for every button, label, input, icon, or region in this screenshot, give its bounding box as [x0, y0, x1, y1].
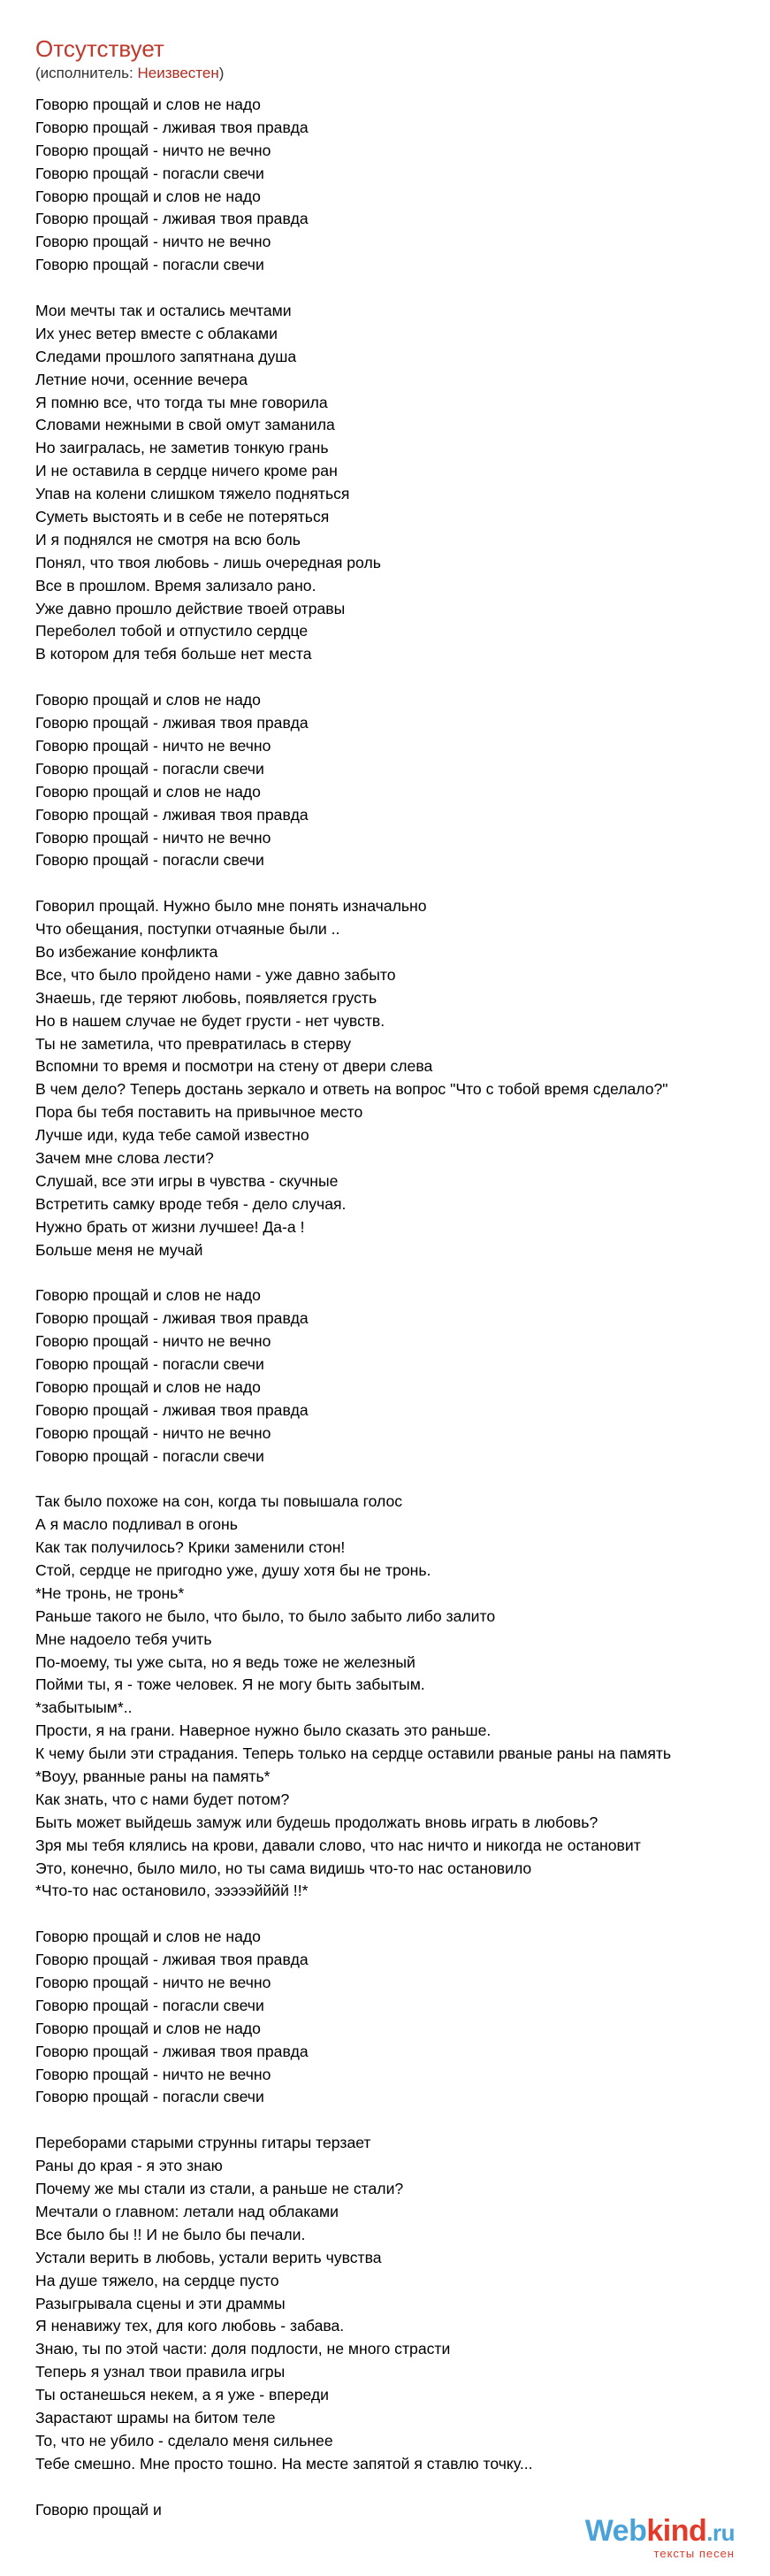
lyric-line: Знаю, ты по этой части: доля подлости, не много страсти	[35, 2340, 451, 2358]
lyric-line: Говорю прощай - лживая твоя правда	[35, 1400, 309, 1419]
lyric-line: Упав на колени слишком тяжело подняться	[35, 485, 350, 503]
lyric-line: Говорю прощай - ничто не вечно	[35, 828, 271, 847]
stanza-gap	[35, 872, 770, 895]
site-logo[interactable]	[585, 2515, 735, 2560]
lyric-line: Зарастают шрамы на битом теле	[35, 2408, 276, 2426]
artist-byline	[35, 64, 770, 83]
lyric-line: Разыгрывала сцены и эти драммы	[35, 2294, 286, 2312]
byline-suffix: )	[218, 65, 225, 81]
lyric-line: Лучше иди, куда тебе самой известно	[35, 1126, 309, 1145]
stanza-gap	[35, 1261, 770, 1284]
lyric-line: Я ненавижу тех, для кого любовь - забава.	[35, 2317, 345, 2335]
song-title: Отсутствует	[35, 35, 164, 62]
lyric-line: *Воуу, рванные раны на память*	[35, 1767, 271, 1786]
lyric-line: Мои мечты так и остались мечтами	[35, 302, 292, 320]
lyric-line: Следами прошлого запятнана душа	[35, 347, 297, 365]
lyric-line: Все, что было пройдено нами - уже давно забыто	[35, 965, 396, 984]
lyric-line: Говорю прощай - погасли свечи	[35, 759, 264, 778]
lyric-line: Говорю прощай - погасли свечи	[35, 1354, 264, 1373]
lyric-line: Переборами старыми струнны гитары терзает	[35, 2134, 371, 2152]
lyric-line: Говорю прощай - лживая твоя правда	[35, 1309, 309, 1328]
lyric-line: Говорю прощай - погасли свечи	[35, 2088, 264, 2106]
lyric-line: Говорю прощай - лживая твоя правда	[35, 2042, 309, 2060]
stanza-gap	[35, 277, 770, 300]
lyric-line: Устали верить в любовь, устали верить чувства	[35, 2248, 382, 2266]
lyric-line: *забытыым*..	[35, 1698, 133, 1717]
lyric-line: Говорю прощай - погасли свечи	[35, 256, 264, 274]
stanza-gap	[35, 2109, 770, 2132]
lyric-line: Говорю прощай и слов не надо	[35, 1928, 261, 1946]
lyric-line: Но в нашем случае не будет грусти - нет чувств.	[35, 1011, 385, 1030]
lyric-line: Пойми ты, я - тоже человек. Я не могу быть забытым.	[35, 1675, 425, 1694]
lyric-line: Стой, сердце не пригодно уже, душу хотя бы не тронь.	[35, 1561, 431, 1579]
lyric-line: Мечтали о главном: летали над облаками	[35, 2202, 339, 2220]
lyric-line: Зачем мне слова лести?	[35, 1148, 214, 1167]
lyric-line: Тебе смешно. Мне просто тошно. На месте запятой я ставлю точку...	[35, 2454, 533, 2472]
lyric-line: Мне надоело тебя учить	[35, 1629, 212, 1648]
lyric-line: Но заигралась, не заметив тонкую грань	[35, 439, 329, 457]
logo-wordmark	[585, 2515, 735, 2549]
lyric-line: Говорю прощай - погасли свечи	[35, 851, 264, 870]
lyric-line: По-моему, ты уже сыта, но я ведь тоже не железный	[35, 1652, 415, 1671]
lyric-line: Прости, я на грани. Наверное нужно было сказать это раньше.	[35, 1721, 492, 1740]
lyric-line: Понял, что твоя любовь - лишь очередная роль	[35, 553, 381, 571]
lyric-line: Говорю прощай и слов не надо	[35, 2019, 261, 2037]
logo-part-kind: kind	[646, 2514, 707, 2548]
lyric-line: Говорю прощай - ничто не вечно	[35, 1974, 271, 1992]
lyric-line: Говорю прощай и слов не надо	[35, 96, 261, 113]
lyric-line: Это, конечно, было мило, но ты сама видишь что-то нас остановило	[35, 1859, 532, 1877]
lyric-line: Словами нежными в свой омут заманила	[35, 416, 335, 434]
lyric-line: Слушай, все эти игры в чувства - скучные	[35, 1171, 339, 1190]
lyric-line: Говорю прощай - лживая твоя правда	[35, 714, 309, 732]
lyric-line: *Что-то нас остановило, эээээйййй !!*	[35, 1882, 309, 1900]
lyric-line: Во избежание конфликта	[35, 942, 218, 961]
lyric-line: Говорю прощай - ничто не вечно	[35, 1423, 271, 1442]
lyric-line: Почему же мы стали из стали, а раньше не стали?	[35, 2180, 404, 2198]
lyric-line: Говорю прощай - лживая твоя правда	[35, 805, 309, 824]
stanza-gap	[35, 2476, 770, 2499]
lyric-line: Я помню все, что тогда ты мне говорила	[35, 393, 328, 411]
lyric-line: Говорю прощай - лживая твоя правда	[35, 118, 309, 136]
lyric-line: Все в прошлом. Время зализало рано.	[35, 576, 316, 594]
lyric-line: Говорю прощай и слов не надо	[35, 691, 261, 709]
lyric-line: Говорю прощай - погасли свечи	[35, 164, 264, 182]
lyrics-text	[35, 94, 770, 2521]
lyric-line: Вспомни то время и посмотри на стену от двери слева	[35, 1057, 433, 1076]
lyric-line: Говорю прощай и слов не надо	[35, 1286, 261, 1305]
lyric-line: Говорю прощай и слов не надо	[35, 187, 261, 205]
lyric-line: А я масло подливал в огонь	[35, 1515, 238, 1534]
lyric-line: Летние ночи, осенние вечера	[35, 370, 248, 388]
lyric-line: Говорю прощай - ничто не вечно	[35, 233, 271, 251]
lyric-line: Ты останешься некем, а я уже - впереди	[35, 2386, 329, 2404]
lyric-line: Пора бы тебя поставить на привычное место	[35, 1103, 363, 1122]
lyric-line: *Не тронь, не тронь*	[35, 1583, 185, 1602]
lyric-line: Все было бы !! И не было бы печали.	[35, 2225, 306, 2243]
artist-link[interactable]: Неизвестен	[137, 65, 219, 81]
stanza-gap	[35, 1903, 770, 1926]
lyric-line: Переболел тобой и отпустило сердце	[35, 622, 309, 640]
lyric-line: В чем дело? Теперь достань зеркало и ответь на вопрос "Что с тобой время сделало?"	[35, 1080, 668, 1099]
lyric-line: Говорю прощай и слов не надо	[35, 782, 261, 801]
lyric-line: Говорю прощай - ничто не вечно	[35, 1332, 271, 1351]
lyric-line: Говорю прощай и слов не надо	[35, 1377, 261, 1396]
lyric-line: Говорил прощай. Нужно было мне понять изначально	[35, 897, 427, 916]
lyric-line: Говорю прощай - погасли свечи	[35, 1996, 264, 2014]
byline-prefix: (исполнитель:	[35, 65, 138, 81]
lyric-line: Так было похоже на сон, когда ты повышала голос	[35, 1492, 403, 1511]
lyric-line: Говорю прощай - ничто не вечно	[35, 141, 271, 159]
lyric-line: Говорю прощай - ничто не вечно	[35, 2065, 271, 2083]
lyric-line: Их унес ветер вместе с облаками	[35, 324, 278, 342]
lyric-line: Раны до края - я это знаю	[35, 2157, 223, 2175]
logo-tagline: тексты песен	[653, 2547, 735, 2560]
lyric-line: И я поднялся не смотря на всю боль	[35, 530, 301, 548]
lyric-line: И не оставила в сердце ничего кроме ран	[35, 462, 338, 480]
lyric-line: Больше меня не мучай	[35, 1240, 203, 1259]
lyric-line: Зря мы тебя клялись на крови, давали слово, что нас ничто и никогда не остановит	[35, 1836, 641, 1854]
lyric-line: Говорю прощай и	[35, 2500, 162, 2518]
stanza-gap	[35, 1468, 770, 1491]
logo-part-web: Web	[584, 2514, 647, 2548]
lyric-line: Суметь выстоять и в себе не потеряться	[35, 508, 330, 526]
lyric-line: В котором для тебя больше нет места	[35, 645, 312, 663]
stanza-gap	[35, 666, 770, 689]
lyric-line: Говорю прощай - лживая твоя правда	[35, 210, 309, 228]
lyric-line: То, что не убило - сделало меня сильнее	[35, 2431, 333, 2450]
lyric-line: Раньше такого не было, что было, то было забыто либо залито	[35, 1606, 496, 1625]
lyric-line: Уже давно прошло действие твоей отравы	[35, 599, 346, 617]
lyric-line: Что обещания, поступки отчаяные были ..	[35, 920, 340, 939]
lyric-line: Быть может выйдешь замуж или будешь продолжать вновь играть в любовь?	[35, 1813, 598, 1831]
lyric-line: Нужно брать от жизни лучшее! Да-а !	[35, 1217, 305, 1236]
lyric-line: Говорю прощай - лживая твоя правда	[35, 1951, 309, 1969]
lyric-line: Говорю прощай - погасли свечи	[35, 1446, 264, 1465]
lyric-line: Ты не заметила, что превратилась в стерву	[35, 1034, 352, 1053]
lyric-line: Знаешь, где теряют любовь, появляется грусть	[35, 988, 377, 1007]
lyric-line: Теперь я узнал твои правила игры	[35, 2363, 286, 2381]
lyric-line: К чему были эти страдания. Теперь только на сердце оставили рваные раны на память	[35, 1744, 672, 1763]
lyric-line: Как знать, что с нами будет потом?	[35, 1790, 290, 1808]
lyric-line: Как так получилось? Крики заменили стон!	[35, 1538, 346, 1557]
lyric-line: Говорю прощай - ничто не вечно	[35, 736, 271, 755]
logo-part-ru: .ru	[706, 2519, 735, 2546]
lyric-line: Встретить самку вроде тебя - дело случая.	[35, 1194, 347, 1213]
lyric-line: На душе тяжело, на сердце пусто	[35, 2271, 279, 2289]
song-page	[35, 35, 770, 2521]
